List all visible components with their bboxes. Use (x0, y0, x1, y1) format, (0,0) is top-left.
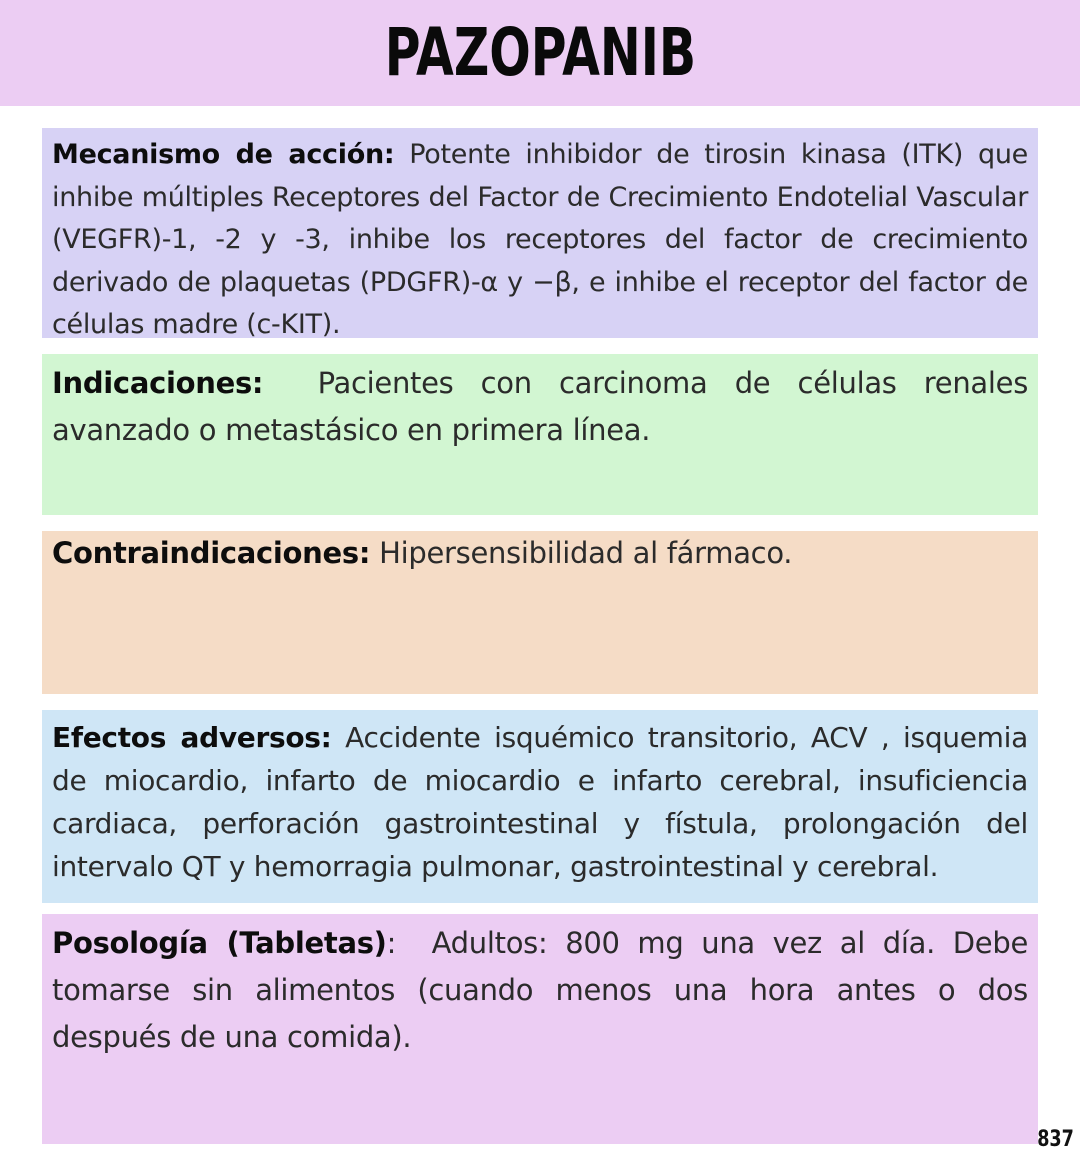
section-indicaciones (42, 354, 1038, 515)
contraindicaciones-text: Hipersensibilidad al fármaco. (379, 536, 793, 570)
indicaciones-text: Pacientes con carcinoma de células renales avanzado o metastásico en primera línea. (52, 366, 1028, 447)
efectos-text: Accidente isquémico transitorio, ACV , isquemia de miocardio, infarto de miocardio e infarto cerebral, insuficiencia cardiaca, perforación gastrointestinal y fístula, prolongación del intervalo QT y hemorragia pulmonar, gastrointestinal y cerebral. (52, 721, 1028, 883)
posologia-label: Posología (Tabletas) (52, 926, 387, 960)
contraindicaciones-label: Contraindicaciones: (52, 536, 371, 570)
section-efectos-adversos (42, 710, 1038, 903)
mecanismo-label: Mecanismo de acción: (52, 139, 395, 170)
section-contraindicaciones (42, 531, 1038, 694)
drug-title: PAZOPANIB (384, 14, 696, 91)
posologia-separator: : (386, 926, 397, 960)
title-header (0, 0, 1080, 106)
posologia-text: Adultos: 800 mg una vez al día. Debe tomarse sin alimentos (cuando menos una hora antes o dos después de una comida). (52, 926, 1028, 1054)
indicaciones-label: Indicaciones: (52, 366, 264, 400)
efectos-label: Efectos adversos: (52, 721, 332, 754)
section-mecanismo (42, 128, 1038, 338)
section-posologia (42, 914, 1038, 1144)
mecanismo-text: Potente inhibidor de tirosin kinasa (ITK) que inhibe múltiples Receptores del Factor de Crecimiento Endotelial Vascular (VEGFR)-1, -2 y -3, inhibe los receptores del factor de crecimiento derivado de plaquetas (PDGFR)-α y −β, e inhibe el receptor del factor de células madre (c-KIT). (52, 139, 1028, 340)
page-number: 837 (1037, 1127, 1074, 1152)
